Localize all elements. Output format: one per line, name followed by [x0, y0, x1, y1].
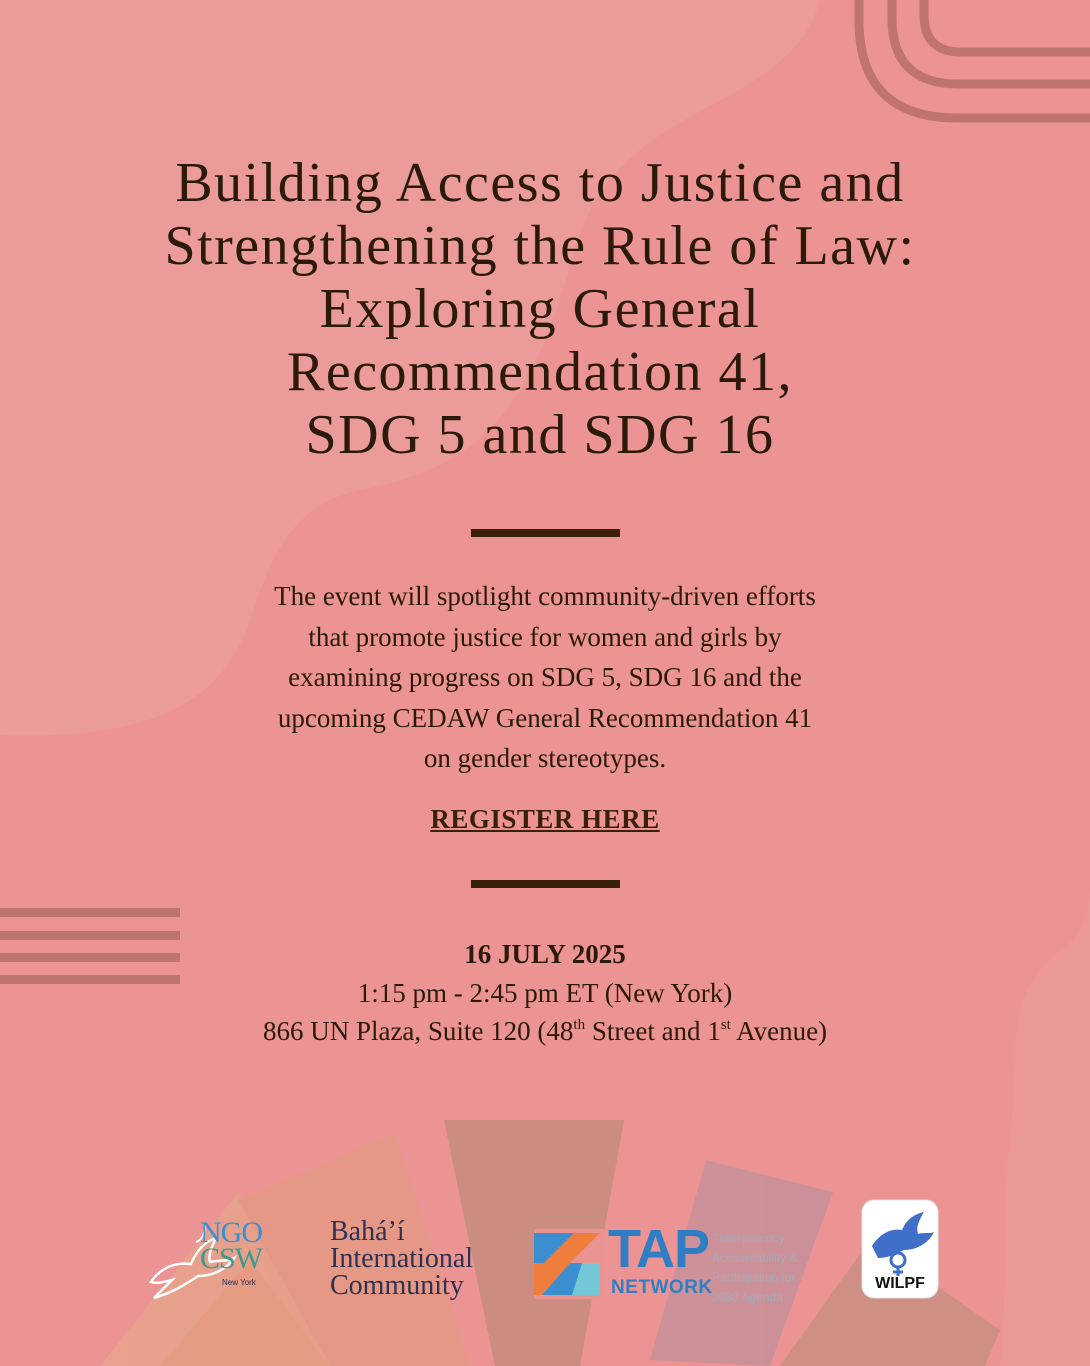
bahai-international-community-logo	[330, 1218, 473, 1299]
bahai-line-1: Bahá’í	[330, 1216, 405, 1247]
tap-desc-line-3: Participation for	[712, 1270, 796, 1284]
event-title	[60, 152, 1020, 467]
title-line-2: Strengthening the Rule of Law:	[164, 215, 916, 277]
description-line-2: that promote justice for women and girls by	[308, 621, 782, 652]
register-link[interactable]: REGISTER HERE	[430, 804, 660, 834]
tap-desc-line-1: Transparency,	[712, 1231, 788, 1245]
event-date: 16 JULY 2025	[464, 939, 626, 969]
description-line-3: examining progress on SDG 5, SDG 16 and the	[288, 662, 802, 692]
title-line-1: Building Access to Justice and	[175, 152, 905, 214]
description-line-1: The event will spotlight community-driven efforts	[274, 581, 816, 611]
tap-desc-line-2: Accountability &	[712, 1250, 798, 1265]
tap-text: TAP	[608, 1219, 709, 1279]
event-time: 1:15 pm - 2:45 pm ET (New York)	[357, 978, 733, 1008]
tap-stripes-icon	[534, 1229, 604, 1299]
venue-sup-2: st	[720, 1017, 731, 1033]
event-venue	[0, 1016, 1090, 1047]
divider-bottom	[471, 880, 620, 888]
venue-part-1: 866 UN Plaza, Suite 120 (48	[262, 1016, 574, 1046]
tap-network-text: NETWORK	[611, 1277, 713, 1298]
bahai-line-2: International	[330, 1243, 474, 1274]
event-description	[195, 576, 895, 779]
wilpf-text: WILPF	[875, 1275, 925, 1292]
venue-sup-1: th	[573, 1017, 586, 1033]
tap-desc-line-4: 2030 Agenda	[712, 1289, 783, 1304]
ngo-csw-logo	[146, 1212, 286, 1304]
ngo-csw-subtitle: New York	[222, 1278, 256, 1287]
venue-part-3: Avenue)	[730, 1016, 828, 1046]
description-line-5: on gender stereotypes.	[423, 743, 667, 773]
venue-part-2: Street and 1	[585, 1016, 721, 1046]
tap-description	[712, 1229, 822, 1307]
csw-text: CSW	[200, 1242, 263, 1275]
description-line-4: upcoming CEDAW General Recommendation 41	[277, 702, 813, 733]
bahai-line-3: Community	[330, 1270, 464, 1301]
title-line-4: Recommendation 41,	[286, 341, 793, 403]
divider-top	[471, 529, 620, 537]
title-line-3: Exploring General	[319, 278, 761, 340]
ngo-text: NGO	[200, 1216, 262, 1249]
title-line-5: SDG 5 and SDG 16	[305, 404, 775, 466]
